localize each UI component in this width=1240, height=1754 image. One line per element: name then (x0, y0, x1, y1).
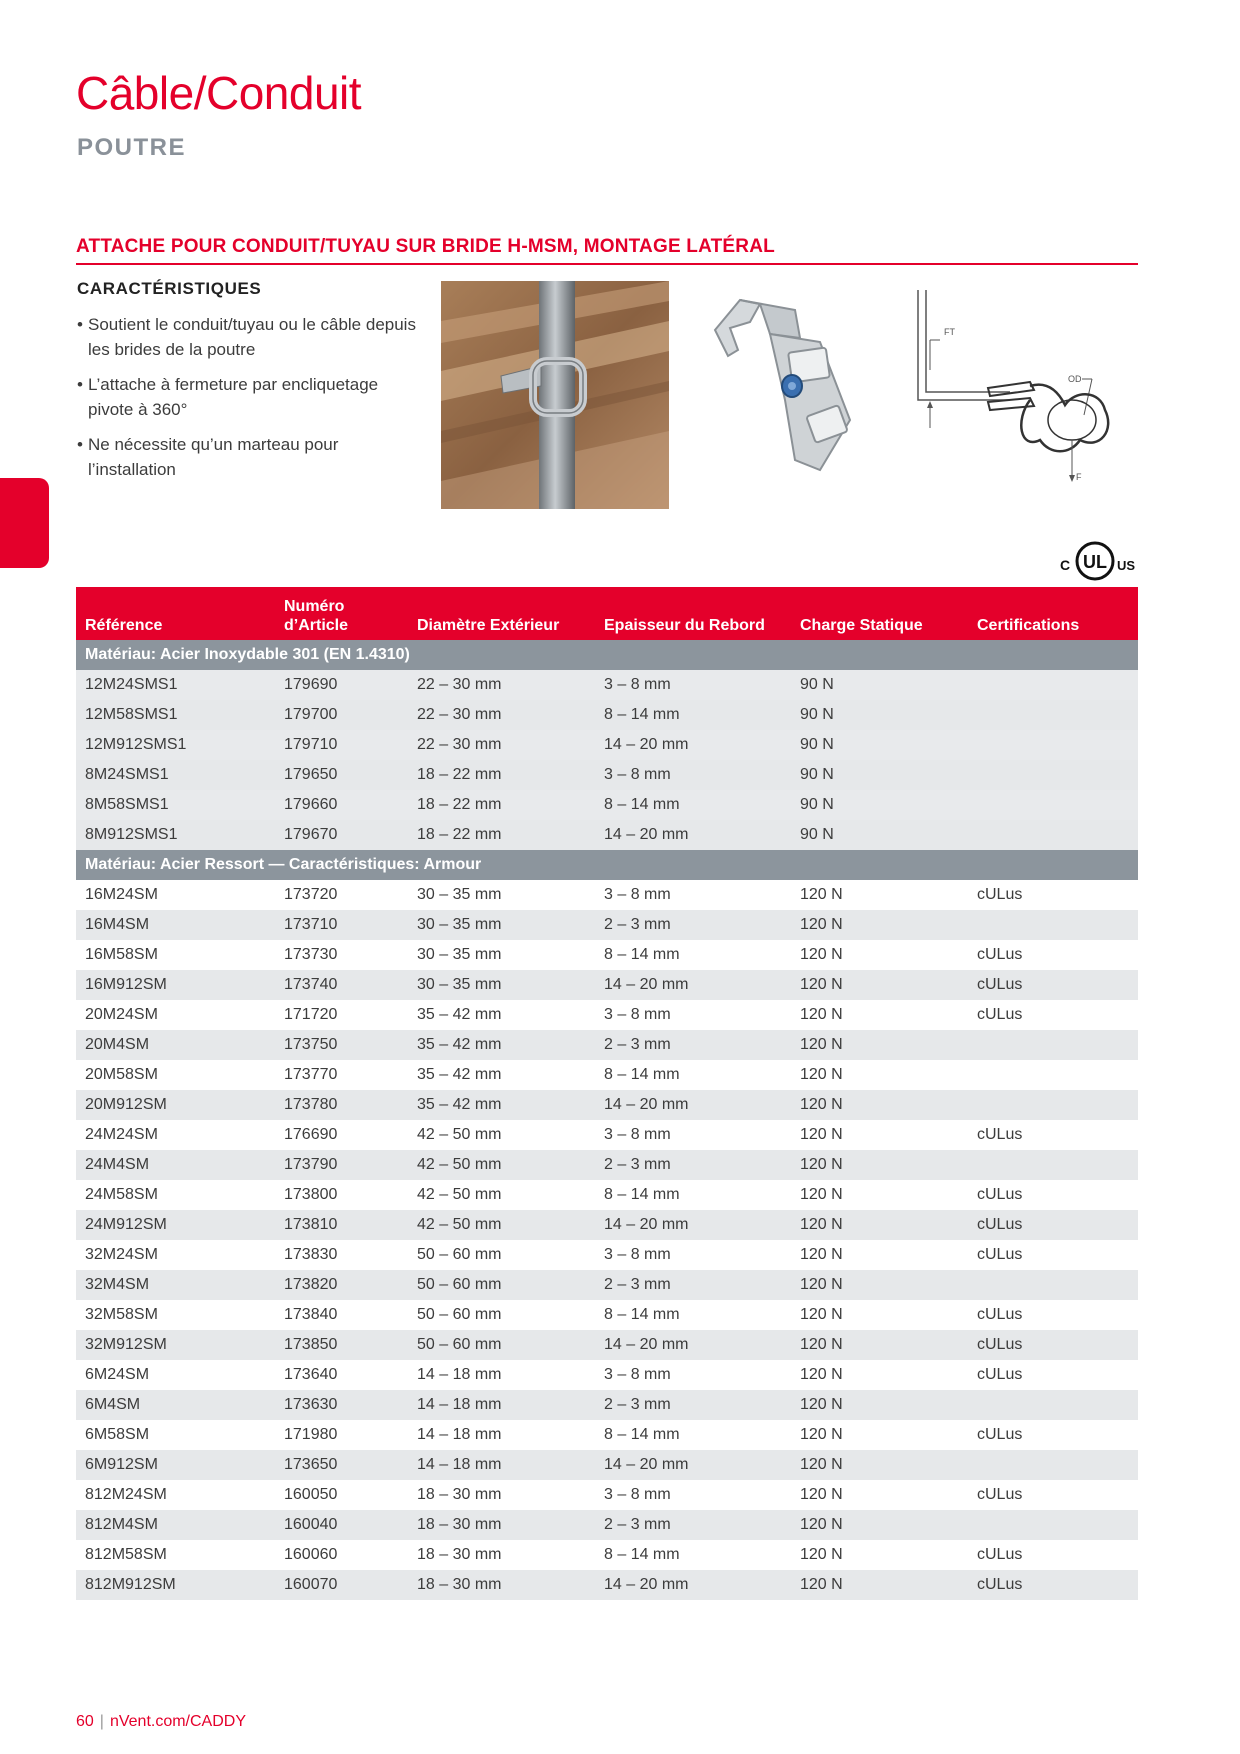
cell-cert (968, 1390, 1138, 1420)
feature-item: • Ne nécessite qu’un marteau pour l’installation (77, 432, 427, 482)
cell-cert: cULus (968, 1210, 1138, 1240)
cell-reference: 16M912SM (76, 970, 275, 1000)
table-row (76, 760, 1138, 790)
cell-flange: 14 – 20 mm (595, 820, 791, 850)
cert-logo-center-text: UL (1083, 552, 1107, 572)
cell-reference: 24M4SM (76, 1150, 275, 1180)
cell-diameter: 22 – 30 mm (408, 730, 595, 760)
cell-article: 160060 (275, 1540, 408, 1570)
table-row (76, 1480, 1138, 1510)
cell-load: 120 N (791, 1240, 968, 1270)
cell-diameter: 42 – 50 mm (408, 1120, 595, 1150)
table-row (76, 1540, 1138, 1570)
cell-diameter: 14 – 18 mm (408, 1420, 595, 1450)
cell-diameter: 50 – 60 mm (408, 1270, 595, 1300)
cell-reference: 32M58SM (76, 1300, 275, 1330)
cell-diameter: 35 – 42 mm (408, 1060, 595, 1090)
cell-load: 120 N (791, 1390, 968, 1420)
section-title: ATTACHE POUR CONDUIT/TUYAU SUR BRIDE H-MSM, MONTAGE LATÉRAL (76, 236, 1138, 265)
cell-article: 171980 (275, 1420, 408, 1450)
cell-reference: 812M4SM (76, 1510, 275, 1540)
cell-flange: 8 – 14 mm (595, 940, 791, 970)
cell-flange: 3 – 8 mm (595, 880, 791, 910)
cell-reference: 20M24SM (76, 1000, 275, 1030)
cell-flange: 2 – 3 mm (595, 1150, 791, 1180)
cell-reference: 20M912SM (76, 1090, 275, 1120)
cell-article: 173820 (275, 1270, 408, 1300)
features-list (77, 312, 427, 492)
cell-reference: 16M24SM (76, 880, 275, 910)
cell-diameter: 35 – 42 mm (408, 1030, 595, 1060)
cell-cert: cULus (968, 970, 1138, 1000)
cell-cert (968, 1270, 1138, 1300)
cell-flange: 14 – 20 mm (595, 1210, 791, 1240)
table-row (76, 970, 1138, 1000)
features-heading: CARACTÉRISTIQUES (77, 279, 262, 298)
table-row (76, 1330, 1138, 1360)
cell-reference: 12M912SMS1 (76, 730, 275, 760)
cell-load: 120 N (791, 910, 968, 940)
cell-cert: cULus (968, 940, 1138, 970)
cell-cert (968, 760, 1138, 790)
table-header-row (76, 587, 1138, 640)
cell-article: 173750 (275, 1030, 408, 1060)
page-number: 60 (76, 1713, 94, 1730)
cell-load: 120 N (791, 1570, 968, 1600)
table-row (76, 1000, 1138, 1030)
cell-diameter: 18 – 22 mm (408, 790, 595, 820)
cell-diameter: 42 – 50 mm (408, 1210, 595, 1240)
table-row (76, 1240, 1138, 1270)
cell-cert: cULus (968, 880, 1138, 910)
col-header-cert: Certifications (968, 587, 1138, 640)
table-body (76, 640, 1138, 1600)
page-footer (76, 1713, 246, 1731)
cell-cert: cULus (968, 1540, 1138, 1570)
cell-load: 120 N (791, 970, 968, 1000)
cell-flange: 14 – 20 mm (595, 1330, 791, 1360)
cell-load: 120 N (791, 1210, 968, 1240)
cell-diameter: 14 – 18 mm (408, 1450, 595, 1480)
cell-diameter: 42 – 50 mm (408, 1150, 595, 1180)
table-row (76, 1510, 1138, 1540)
cell-load: 120 N (791, 1510, 968, 1540)
cell-cert: cULus (968, 1360, 1138, 1390)
cell-diameter: 18 – 22 mm (408, 760, 595, 790)
cell-reference: 6M912SM (76, 1450, 275, 1480)
cell-flange: 8 – 14 mm (595, 790, 791, 820)
table-row (76, 790, 1138, 820)
cell-article: 173850 (275, 1330, 408, 1360)
cell-flange: 3 – 8 mm (595, 1240, 791, 1270)
footer-link[interactable]: nVent.com/CADDY (109, 1713, 247, 1730)
cell-load: 120 N (791, 1450, 968, 1480)
cell-reference: 812M58SM (76, 1540, 275, 1570)
cell-flange: 8 – 14 mm (595, 700, 791, 730)
cell-cert (968, 1090, 1138, 1120)
product-clip-image (700, 290, 870, 500)
table-row (76, 700, 1138, 730)
cell-article: 160070 (275, 1570, 408, 1600)
cell-flange: 2 – 3 mm (595, 1030, 791, 1060)
cell-load: 120 N (791, 1330, 968, 1360)
col-header-article-line1: Numéro (284, 598, 345, 615)
table-row (76, 1090, 1138, 1120)
cell-flange: 14 – 20 mm (595, 730, 791, 760)
cell-flange: 3 – 8 mm (595, 1360, 791, 1390)
cell-cert (968, 790, 1138, 820)
cell-flange: 2 – 3 mm (595, 1390, 791, 1420)
installation-photo (441, 281, 669, 509)
cell-load: 90 N (791, 730, 968, 760)
table-row (76, 910, 1138, 940)
cell-load: 120 N (791, 1120, 968, 1150)
diagram-label-od: OD (1068, 374, 1082, 384)
cell-reference: 32M912SM (76, 1330, 275, 1360)
table-row (76, 1210, 1138, 1240)
cell-diameter: 18 – 30 mm (408, 1540, 595, 1570)
cell-diameter: 22 – 30 mm (408, 700, 595, 730)
cell-reference: 6M24SM (76, 1360, 275, 1390)
cell-load: 90 N (791, 670, 968, 700)
table-row (76, 1270, 1138, 1300)
cell-cert: cULus (968, 1330, 1138, 1360)
cell-cert (968, 730, 1138, 760)
cell-diameter: 30 – 35 mm (408, 880, 595, 910)
cell-article: 173730 (275, 940, 408, 970)
cell-cert (968, 1450, 1138, 1480)
cell-load: 90 N (791, 820, 968, 850)
cell-diameter: 42 – 50 mm (408, 1180, 595, 1210)
col-header-flange: Epaisseur du Rebord (595, 587, 791, 640)
feature-item: • Soutient le conduit/tuyau ou le câble depuis les brides de la poutre (77, 312, 427, 362)
cell-flange: 14 – 20 mm (595, 1450, 791, 1480)
cell-article: 160050 (275, 1480, 408, 1510)
cell-reference: 812M912SM (76, 1570, 275, 1600)
cell-load: 120 N (791, 1150, 968, 1180)
cell-load: 120 N (791, 1540, 968, 1570)
cell-article: 176690 (275, 1120, 408, 1150)
cell-reference: 24M24SM (76, 1120, 275, 1150)
cell-cert (968, 670, 1138, 700)
cell-load: 120 N (791, 1180, 968, 1210)
cell-load: 120 N (791, 1090, 968, 1120)
cell-reference: 8M912SMS1 (76, 820, 275, 850)
table-row (76, 1030, 1138, 1060)
cell-flange: 3 – 8 mm (595, 1000, 791, 1030)
table-row (76, 1120, 1138, 1150)
cell-diameter: 18 – 30 mm (408, 1570, 595, 1600)
cell-reference: 6M58SM (76, 1420, 275, 1450)
cell-reference: 12M24SMS1 (76, 670, 275, 700)
cell-reference: 24M912SM (76, 1210, 275, 1240)
cell-diameter: 30 – 35 mm (408, 910, 595, 940)
cell-article: 173830 (275, 1240, 408, 1270)
page-title: Câble/Conduit (76, 67, 362, 119)
cell-reference: 20M58SM (76, 1060, 275, 1090)
cell-diameter: 30 – 35 mm (408, 940, 595, 970)
cell-article: 179670 (275, 820, 408, 850)
table-row (76, 1060, 1138, 1090)
col-header-article-line2: d’Article (284, 617, 349, 634)
cell-article: 173800 (275, 1180, 408, 1210)
cell-cert (968, 1030, 1138, 1060)
cell-article: 173640 (275, 1360, 408, 1390)
cell-flange: 3 – 8 mm (595, 1120, 791, 1150)
cell-article: 173740 (275, 970, 408, 1000)
cert-logo-right-text: US (1116, 558, 1136, 573)
table-row (76, 1360, 1138, 1390)
side-tab-marker (0, 478, 49, 568)
cell-load: 120 N (791, 1360, 968, 1390)
cell-article: 173720 (275, 880, 408, 910)
cell-load: 90 N (791, 760, 968, 790)
cell-diameter: 30 – 35 mm (408, 970, 595, 1000)
cell-flange: 8 – 14 mm (595, 1180, 791, 1210)
cell-cert (968, 820, 1138, 850)
cell-cert: cULus (968, 1420, 1138, 1450)
spec-table (76, 587, 1138, 1600)
table-row (76, 670, 1138, 700)
cell-flange: 8 – 14 mm (595, 1540, 791, 1570)
page-subtitle: POUTRE (77, 134, 187, 161)
cell-cert: cULus (968, 1240, 1138, 1270)
cell-flange: 8 – 14 mm (595, 1060, 791, 1090)
cell-cert (968, 1150, 1138, 1180)
col-header-diameter: Diamètre Extérieur (408, 587, 595, 640)
cell-diameter: 18 – 30 mm (408, 1480, 595, 1510)
cell-reference: 20M4SM (76, 1030, 275, 1060)
table-row (76, 880, 1138, 910)
table-row (76, 730, 1138, 760)
cell-flange: 14 – 20 mm (595, 970, 791, 1000)
cell-diameter: 18 – 30 mm (408, 1510, 595, 1540)
cell-article: 179650 (275, 760, 408, 790)
cell-load: 120 N (791, 1000, 968, 1030)
cell-load: 90 N (791, 700, 968, 730)
cell-reference: 6M4SM (76, 1390, 275, 1420)
cell-load: 120 N (791, 1300, 968, 1330)
cell-reference: 32M4SM (76, 1270, 275, 1300)
table-row (76, 1390, 1138, 1420)
cell-article: 173650 (275, 1450, 408, 1480)
technical-diagram (900, 290, 1140, 500)
material-group-row (76, 850, 1138, 880)
cell-flange: 14 – 20 mm (595, 1090, 791, 1120)
col-header-article (275, 587, 408, 640)
cell-article: 173630 (275, 1390, 408, 1420)
cell-reference: 16M58SM (76, 940, 275, 970)
cell-flange: 3 – 8 mm (595, 1480, 791, 1510)
table-row (76, 820, 1138, 850)
cell-cert (968, 700, 1138, 730)
cell-diameter: 22 – 30 mm (408, 670, 595, 700)
cell-diameter: 50 – 60 mm (408, 1240, 595, 1270)
cell-article: 179700 (275, 700, 408, 730)
cell-article: 173810 (275, 1210, 408, 1240)
cell-article: 173710 (275, 910, 408, 940)
cell-cert (968, 910, 1138, 940)
cell-article: 179660 (275, 790, 408, 820)
cell-cert: cULus (968, 1000, 1138, 1030)
cell-reference: 16M4SM (76, 910, 275, 940)
cell-flange: 8 – 14 mm (595, 1420, 791, 1450)
cell-reference: 12M58SMS1 (76, 700, 275, 730)
cell-flange: 14 – 20 mm (595, 1570, 791, 1600)
feature-item: • L’attache à fermeture par encliquetage pivote à 360° (77, 372, 427, 422)
cell-cert: cULus (968, 1570, 1138, 1600)
cell-diameter: 35 – 42 mm (408, 1090, 595, 1120)
cell-diameter: 50 – 60 mm (408, 1330, 595, 1360)
cell-flange: 2 – 3 mm (595, 1270, 791, 1300)
cell-cert: cULus (968, 1180, 1138, 1210)
cert-logo-left-text: C (1059, 557, 1071, 573)
cell-flange: 2 – 3 mm (595, 1510, 791, 1540)
col-header-load: Charge Statique (791, 587, 968, 640)
table-row (76, 1570, 1138, 1600)
cell-flange: 2 – 3 mm (595, 910, 791, 940)
col-header-reference: Référence (76, 587, 275, 640)
table-row (76, 1180, 1138, 1210)
cell-reference: 24M58SM (76, 1180, 275, 1210)
cell-article: 171720 (275, 1000, 408, 1030)
diagram-label-ft: FT (944, 327, 955, 337)
material-group-label: Matériau: Acier Ressort — Caractéristiques: Armour (76, 850, 1138, 880)
cell-reference: 8M24SMS1 (76, 760, 275, 790)
table-row (76, 1450, 1138, 1480)
cell-load: 120 N (791, 1420, 968, 1450)
cell-load: 120 N (791, 1030, 968, 1060)
cell-reference: 8M58SMS1 (76, 790, 275, 820)
cell-load: 120 N (791, 1270, 968, 1300)
cell-article: 179710 (275, 730, 408, 760)
table-row (76, 1420, 1138, 1450)
cul-us-certification-logo (1052, 538, 1138, 584)
cell-diameter: 14 – 18 mm (408, 1390, 595, 1420)
table-row (76, 1150, 1138, 1180)
cell-cert: cULus (968, 1300, 1138, 1330)
cell-article: 179690 (275, 670, 408, 700)
cell-cert (968, 1510, 1138, 1540)
cell-diameter: 50 – 60 mm (408, 1300, 595, 1330)
cell-flange: 3 – 8 mm (595, 760, 791, 790)
footer-separator: | (99, 1713, 104, 1730)
cell-load: 120 N (791, 880, 968, 910)
cell-load: 120 N (791, 1480, 968, 1510)
cell-reference: 32M24SM (76, 1240, 275, 1270)
cell-cert (968, 1060, 1138, 1090)
cell-load: 120 N (791, 1060, 968, 1090)
material-group-row (76, 640, 1138, 670)
table-row (76, 940, 1138, 970)
cell-article: 160040 (275, 1510, 408, 1540)
cell-cert: cULus (968, 1120, 1138, 1150)
diagram-label-f: F (1076, 472, 1082, 482)
cell-load: 120 N (791, 940, 968, 970)
cell-article: 173840 (275, 1300, 408, 1330)
cell-reference: 812M24SM (76, 1480, 275, 1510)
cell-flange: 3 – 8 mm (595, 670, 791, 700)
cell-article: 173790 (275, 1150, 408, 1180)
cell-diameter: 18 – 22 mm (408, 820, 595, 850)
cell-cert: cULus (968, 1480, 1138, 1510)
cell-diameter: 14 – 18 mm (408, 1360, 595, 1390)
material-group-label: Matériau: Acier Inoxydable 301 (EN 1.4310) (76, 640, 1138, 670)
cell-load: 90 N (791, 790, 968, 820)
cell-article: 173780 (275, 1090, 408, 1120)
cell-article: 173770 (275, 1060, 408, 1090)
cell-diameter: 35 – 42 mm (408, 1000, 595, 1030)
cell-flange: 8 – 14 mm (595, 1300, 791, 1330)
table-row (76, 1300, 1138, 1330)
